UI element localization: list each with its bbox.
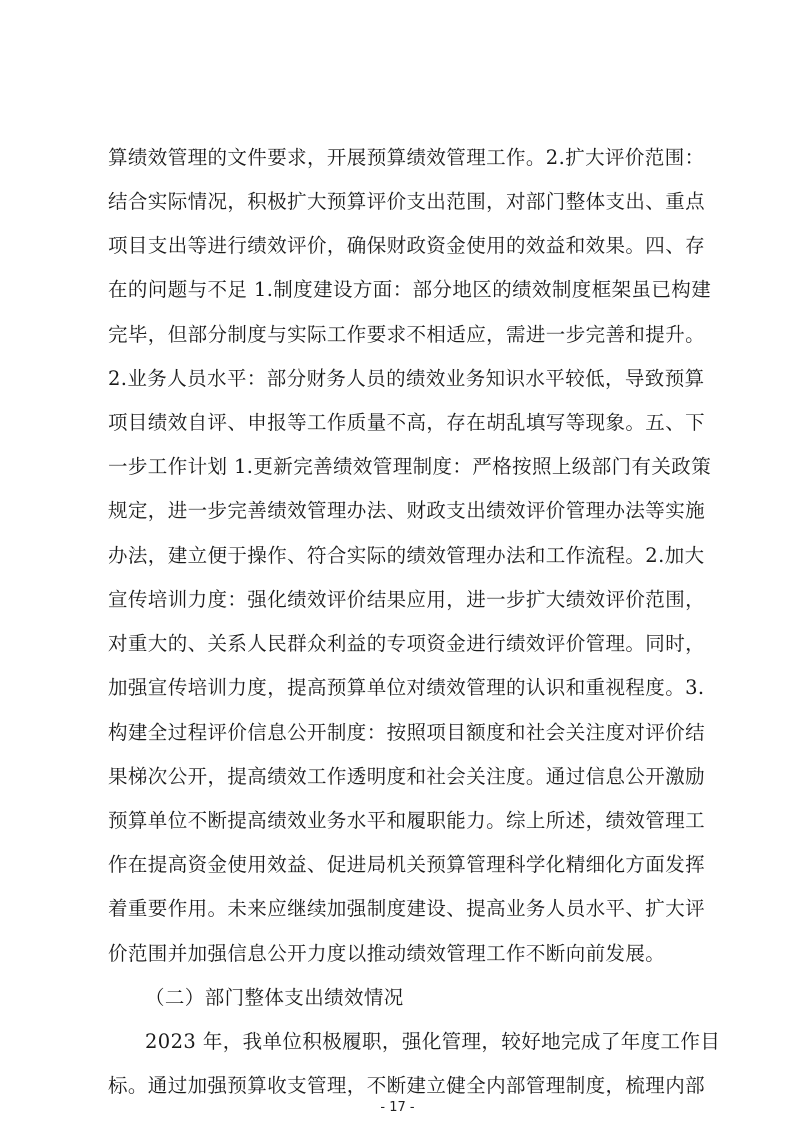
body-text-line: 一步工作计划 1.更新完善绩效管理制度：严格按照上级部门有关政策: [108, 455, 712, 478]
body-text-line: 着重要作用。未来应继续加强制度建设、提高业务人员水平、扩大评: [108, 897, 706, 920]
paragraph-first-line: 2023 年，我单位积极履职，强化管理，较好地完成了年度工作目: [145, 1030, 721, 1053]
body-text-line: 果梯次公开，提高绩效工作透明度和社会关注度。通过信息公开激励: [108, 765, 706, 788]
body-text-line: 项目支出等进行绩效评价，确保财政资金使用的效益和效果。四、存: [108, 234, 706, 257]
page-number: - 17 -: [380, 1100, 415, 1115]
body-text-line: 价范围并加强信息公开力度以推动绩效管理工作不断向前发展。: [108, 942, 666, 965]
body-text-line: 2.业务人员水平：部分财务人员的绩效业务知识水平较低，导致预算: [108, 367, 705, 390]
body-text-line: 标。通过加强预算收支管理，不断建立健全内部管理制度，梳理内部: [108, 1074, 706, 1097]
body-text-line: 算绩效管理的文件要求，开展预算绩效管理工作。2.扩大评价范围：: [108, 146, 705, 169]
section-heading: （二）部门整体支出绩效情况: [145, 986, 404, 1009]
body-text-line: 结合实际情况，积极扩大预算评价支出范围，对部门整体支出、重点: [108, 190, 706, 213]
body-text-line: 加强宣传培训力度，提高预算单位对绩效管理的认识和重视程度。3.: [108, 676, 705, 699]
body-text-line: 完毕，但部分制度与实际工作要求不相适应，需进一步完善和提升。: [108, 323, 706, 346]
body-text-line: 在的问题与不足 1.制度建设方面：部分地区的绩效制度框架虽已构建: [108, 278, 712, 301]
body-text-line: 预算单位不断提高绩效业务水平和履职能力。综上所述，绩效管理工: [108, 809, 706, 832]
body-text-line: 对重大的、关系人民群众利益的专项资金进行绩效评价管理。同时，: [108, 632, 706, 655]
body-text-line: 作在提高资金使用效益、促进局机关预算管理科学化精细化方面发挥: [108, 853, 706, 876]
body-text-line: 构建全过程评价信息公开制度：按照项目额度和社会关注度对评价结: [108, 721, 706, 744]
body-text-line: 宣传培训力度：强化绩效评价结果应用，进一步扩大绩效评价范围，: [108, 588, 706, 611]
body-text-line: 项目绩效自评、申报等工作质量不高，存在胡乱填写等现象。五、下: [108, 411, 706, 434]
body-text-line: 办法，建立便于操作、符合实际的绩效管理办法和工作流程。2.加大: [108, 544, 705, 567]
body-text-line: 规定，进一步完善绩效管理办法、财政支出绩效评价管理办法等实施: [108, 499, 706, 522]
